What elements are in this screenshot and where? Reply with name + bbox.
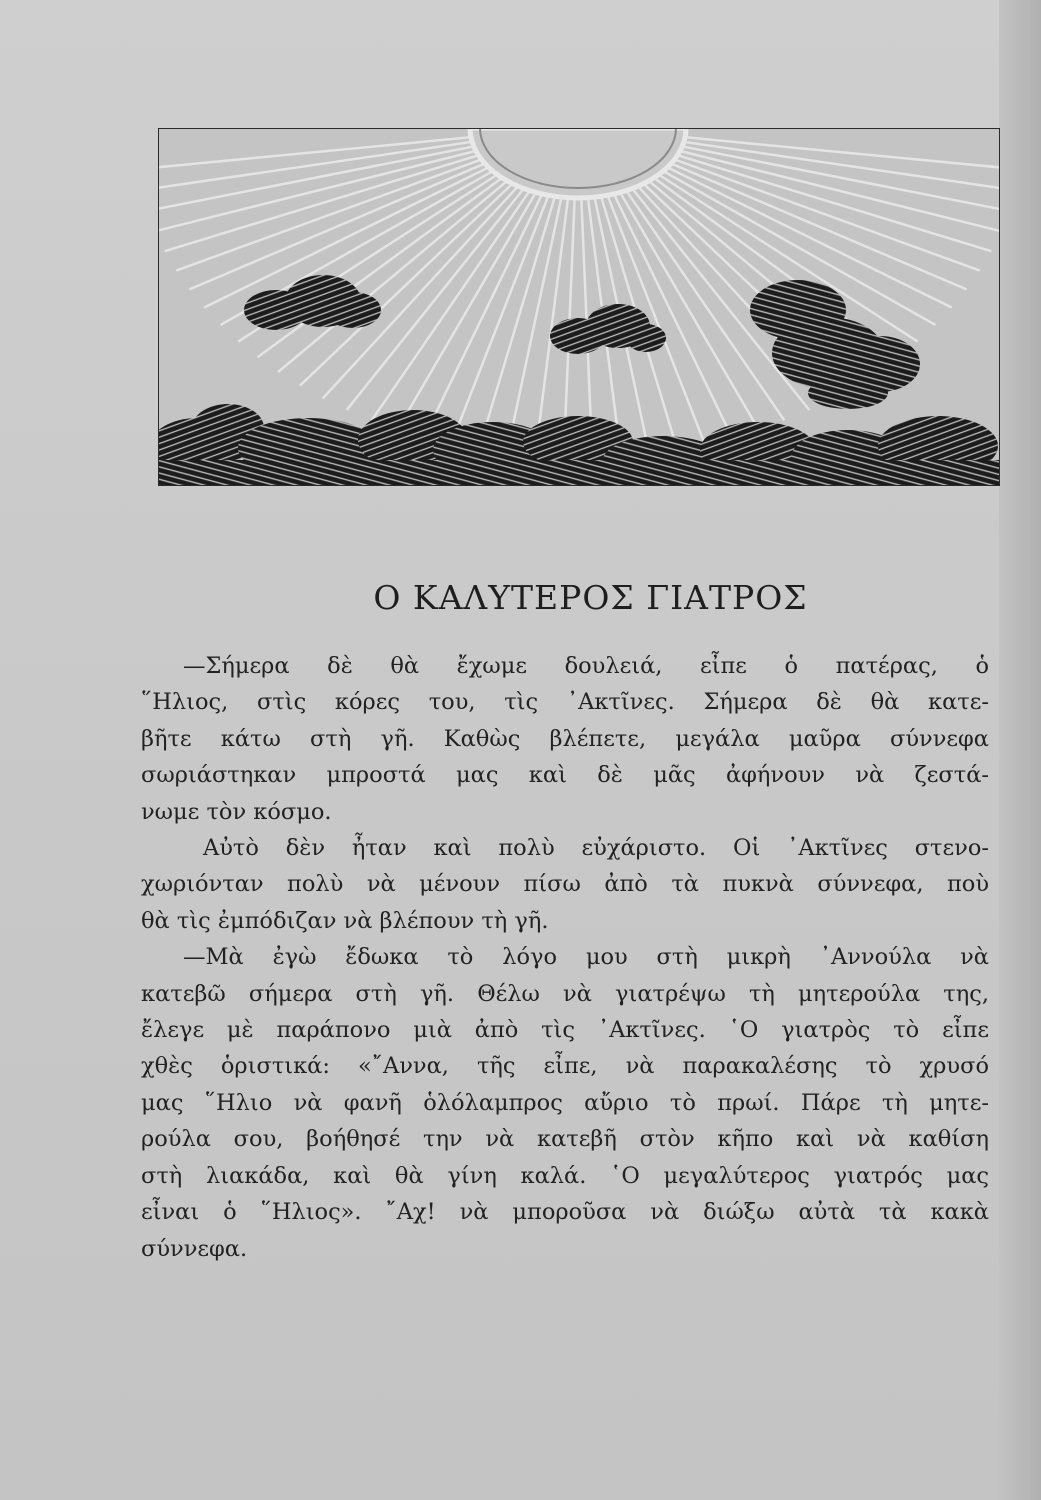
paragraph [141,830,989,939]
story-text [141,648,989,1267]
text-line: μας ῞Ηλιο νὰ φανῆ ὁλόλαμπρος αὔριο τὸ πρωί. Πάρε τὴ μητε- [141,1089,989,1116]
text-line: θὰ τὶς ἐμπόδιζαν νὰ βλέπουν τὴ γῆ. [141,907,549,934]
paragraph [141,939,989,1267]
text-line: σύννεφα. [141,1235,248,1262]
text-line: στὴ λιακάδα, καὶ θὰ γίνη καλά. ῾Ο μεγαλύτερος γιατρός μας [141,1162,989,1189]
text-line: χωριόνταν πολὺ νὰ μένουν πίσω ἀπὸ τὰ πυκνὰ σύννεφα, ποὺ [141,871,989,898]
text-line: κατεβῶ σήμερα στὴ γῆ. Θέλω νὰ γιατρέψω τὴ μητερούλα της, [141,980,989,1007]
chapter-title: Ο ΚΑΛΥΤΕΡΟΣ ΓΙΑΤΡΟΣ [373,578,808,617]
sun-and-clouds-illustration [158,128,1000,486]
page-edge-shadow [999,0,1041,1500]
text-line: ἔλεγε μὲ παράπονο μιὰ ἀπὸ τὶς ᾿Ακτῖνες. ῾Ο γιατρὸς τὸ εἶπε [141,1017,989,1044]
text-line: —Σήμερα δὲ θὰ ἔχωμε δουλειά, εἶπε ὁ πατέρας, ὁ [183,653,989,679]
text-line: ρούλα σου, βοήθησέ την νὰ κατεβῆ στὸν κῆπο καὶ νὰ καθίση [141,1126,989,1153]
text-line: βῆτε κάτω στὴ γῆ. Καθὼς βλέπετε, μεγάλα μαῦρα σύννεφα [141,725,989,752]
text-line: Αὐτὸ δὲν ἦταν καὶ πολὺ εὐχάριστο. Οἱ ᾿Ακτῖνες στενο- [203,835,989,862]
text-line: εἶναι ὁ ῞Ηλιος». ῎Αχ! νὰ μποροῦσα νὰ διώξω αὐτὰ τὰ κακὰ [141,1199,989,1226]
text-line: ῞Ηλιος, στὶς κόρες του, τὶς ᾿Ακτῖνες. Σήμερα δὲ θὰ κατε- [141,689,989,716]
text-line: χθὲς ὁριστικά: «῎Αννα, τῆς εἶπε, νὰ παρακαλέσης τὸ χρυσό [141,1053,989,1080]
paragraph [141,648,989,830]
text-line: σωριάστηκαν μπροστά μας καὶ δὲ μᾶς ἀφήνουν νὰ ζεστά- [141,762,989,789]
text-line: —Μὰ ἐγὼ ἔδωκα τὸ λόγο μου στὴ μικρὴ ᾿Αννούλα νὰ [183,944,989,971]
text-line: νωμε τὸν κόσμο. [141,798,332,825]
